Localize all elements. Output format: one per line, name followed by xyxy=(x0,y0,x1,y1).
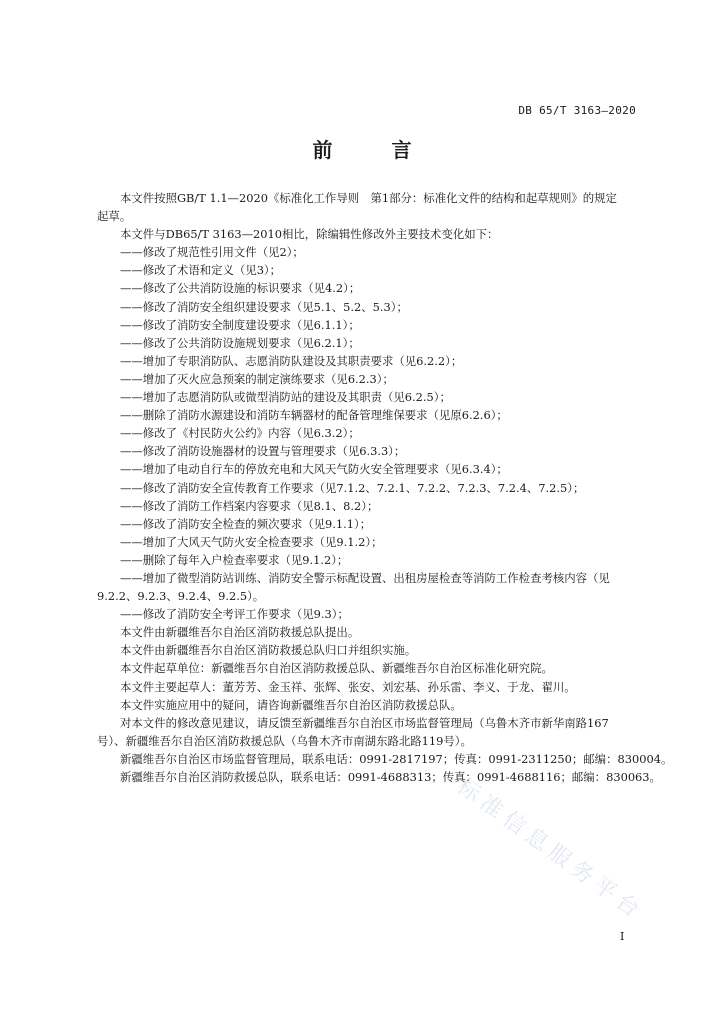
text-line: ——修改了《村民防火公约》内容（见6.3.2）； xyxy=(120,426,360,441)
text-line: ——修改了公共消防设施的标识要求（见4.2）； xyxy=(120,281,361,296)
text-line: ——删除了每年入户检查率要求（见9.1.2）； xyxy=(120,552,349,567)
text-line: ——增加了大风天气防火安全检查要求（见9.1.2）； xyxy=(120,534,383,549)
page-number: I xyxy=(620,930,625,943)
text-line: 本文件起草单位：新疆维吾尔自治区消防救援总队、新疆维吾尔自治区标准化研究院。 xyxy=(120,661,553,676)
text-line: ——修改了消防安全考评工作要求（见9.3）； xyxy=(120,607,349,622)
text-line: ——增加了电动自行车的停放充电和大风天气防火安全管理要求（见6.3.4）； xyxy=(120,462,508,477)
text-line: 本文件与DB65/T 3163—2010相比，除编辑性修改外主要技术变化如下： xyxy=(120,227,499,242)
text-line: ——修改了消防设施器材的设置与管理要求（见6.3.3）； xyxy=(120,444,406,459)
text-line: 本文件由新疆维吾尔自治区消防救援总队归口并组织实施。 xyxy=(120,643,417,658)
text-line: ——增加了灭火应急预案的制定演练要求（见6.2.3）； xyxy=(120,371,394,386)
text-line: 新疆维吾尔自治区市场监督管理局，联系电话：0991-2817197；传真：0991-2311250；邮编：830004。 xyxy=(120,751,673,766)
text-line: ——修改了消防安全制度建设要求（见6.1.1）； xyxy=(120,317,360,332)
text-line: 本文件由新疆维吾尔自治区消防救援总队提出。 xyxy=(120,625,360,640)
text-line: ——修改了公共消防设施规划要求（见6.2.1）； xyxy=(120,335,360,350)
text-line: 本文件主要起草人：董芳芳、金玉祥、张辉、张安、刘宏基、孙乐雷、李义、于龙、翟川。 xyxy=(120,679,576,694)
text-line: 号）、新疆维吾尔自治区消防救援总队（乌鲁木齐市南湖东路北路119号）。 xyxy=(97,733,472,748)
text-line: ——修改了规范性引用文件（见2）； xyxy=(120,245,304,260)
text-line: ——修改了术语和定义（见3）； xyxy=(120,263,282,278)
text-line: 起草。 xyxy=(97,209,132,224)
text-line: ——增加了专职消防队、志愿消防队建设及其职责要求（见6.2.2）； xyxy=(120,353,463,368)
page-title: 前 言 xyxy=(312,138,438,162)
text-line: ——增加了微型消防站训练、消防安全警示标配设置、出租房屋检查等消防工作检查考核内容（见 xyxy=(120,570,610,585)
text-line: ——增加了志愿消防队或微型消防站的建设及其职责（见6.2.5）； xyxy=(120,390,451,405)
preface-body xyxy=(97,189,673,786)
text-line: 本文件实施应用中的疑问，请咨询新疆维吾尔自治区消防救援总队。 xyxy=(120,697,462,712)
document-code: DB 65/T 3163—2020 xyxy=(518,104,636,117)
text-line: ——修改了消防安全宣传教育工作要求（见7.1.2、7.2.1、7.2.2、7.2.3、7.2.4、7.2.5）； xyxy=(120,480,585,495)
text-line: 新疆维吾尔自治区消防救援总队，联系电话：0991-4688313；传真：0991-4688116；邮编：830063。 xyxy=(120,770,661,784)
watermark-text: 标准信息服务平台 xyxy=(452,774,649,926)
text-line: 本文件按照GB/T 1.1—2020《标准化工作导则 第1部分：标准化文件的结构和起草规则》的规定 xyxy=(120,191,617,205)
text-line: 对本文件的修改意见建议，请反馈至新疆维吾尔自治区市场监督管理局（乌鲁木齐市新华南路167 xyxy=(120,715,609,730)
text-line: ——删除了消防水源建设和消防车辆器材的配备管理维保要求（见原6.2.6）； xyxy=(120,408,508,423)
text-line: ——修改了消防安全检查的频次要求（见9.1.1）； xyxy=(120,516,372,531)
text-line: ——修改了消防安全组织建设要求（见5.1、5.2、5.3）； xyxy=(120,299,408,314)
text-line: 9.2.2、9.2.3、9.2.4、9.2.5）。 xyxy=(97,589,265,604)
text-line: ——修改了消防工作档案内容要求（见8.1、8.2）； xyxy=(120,498,379,513)
